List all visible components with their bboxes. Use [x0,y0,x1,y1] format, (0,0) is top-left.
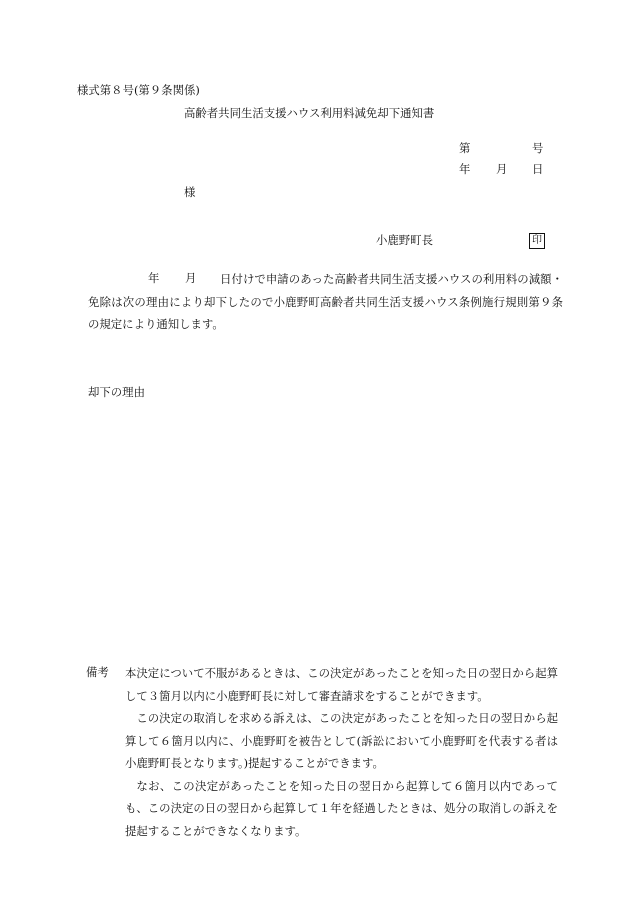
date-day: 日 [532,162,544,176]
body-month: 月 [185,271,197,285]
remarks-label: 備考 [86,665,109,679]
body-text-wrapper [88,268,563,336]
remarks-paragraph-1: 本決定について不服があるときは、この決定があったことを知った日の翌日から起算して３箇月以内に小鹿野町長に対して審査請求をすることができます。 [125,666,558,703]
form-number: 様式第８号(第９条関係) [77,83,200,97]
reason-label: 却下の理由 [88,385,145,399]
remarks-paragraph-2: この決定の取消しを求める訴えは、この決定があったことを知った日の翌日から起算して６箇月以内に、小鹿野町を被告として(訴訟において小鹿野町を代表する者は小鹿野町長となります。)提起することができます。 [125,711,558,770]
remarks-body [125,662,558,842]
document-title: 高齢者共同生活支援ハウス利用料減免却下通知書 [184,106,435,120]
addressee-suffix: 様 [184,185,196,199]
doc-number-suffix: 号 [532,141,544,155]
body-year: 年 [148,271,160,285]
date-year: 年 [459,162,471,176]
seal-box: 印 [529,233,545,249]
body-text: 日付けで申請のあった高齢者共同生活支援ハウスの利用料の減額・免除は次の理由により却下したので小鹿野町高齢者共同生活支援ハウス条例施行規則第９条の規定により通知します。 [88,272,563,331]
date-month: 月 [496,162,508,176]
doc-number-prefix: 第 [459,141,471,155]
remarks-paragraph-3: なお、この決定があったことを知った日の翌日から起算して６箇月以内であっても、この決定の日の翌日から起算して１年を経過したときは、処分の取消しの訴えを提起することができなくなります。 [125,778,558,838]
issuer-name: 小鹿野町長 [376,233,433,247]
